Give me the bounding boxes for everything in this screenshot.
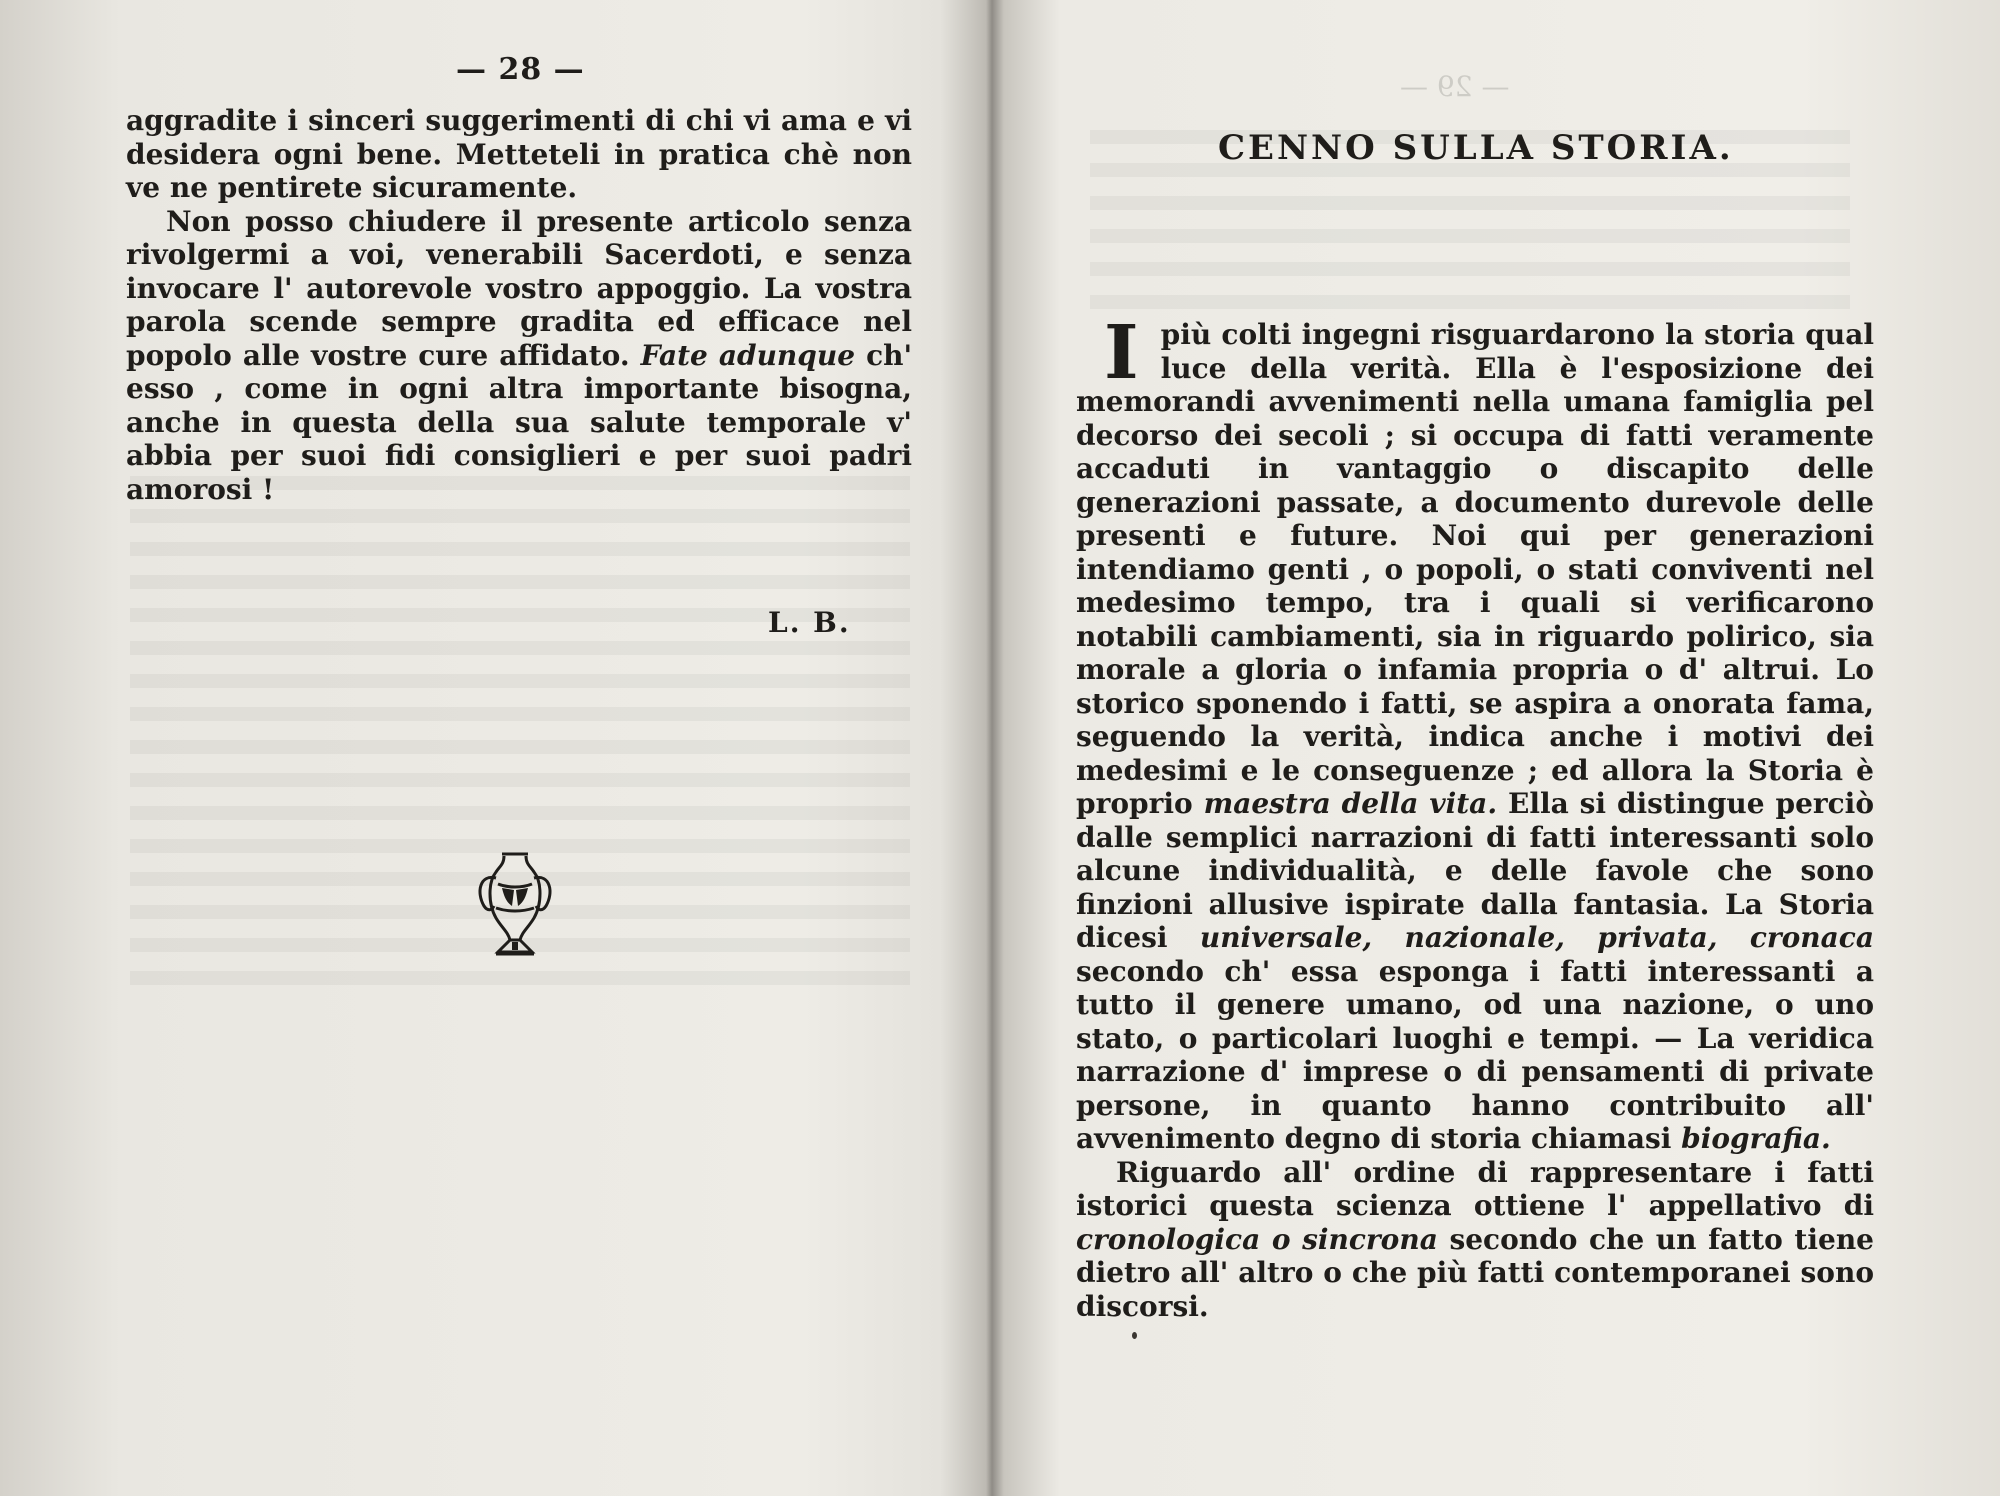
text-span: Non posso chiudere il presente articolo senza rivolgermi a voi, venerabili Sacerdoti, e senza invocare l' autorevole vostro appoggio. La vostra parola scende sempre gradita ed efficace nel popolo alle vostre cure affidato. (126, 204, 912, 372)
paragraph: aggradite i sinceri suggerimenti di chi vi ama e vi desidera ogni bene. Metteteli in pratica chè non ve ne pentirete sicuramente. (126, 104, 912, 204)
paragraph (126, 205, 912, 507)
italic-text: maestra della vita. (1203, 787, 1498, 820)
vase-ornament-icon (474, 848, 556, 960)
text-span: secondo che un fatto tiene dietro all' altro o che più fatti contemporanei sono discorsi. (1076, 1222, 1874, 1323)
text-span: ch' esso , come in ogni altra importante bisogna, anche in questa della sua salute temporale v' abbia per suoi fidi consiglieri e per suoi padri amorosi ! (126, 338, 913, 506)
right-page-text (1076, 310, 1874, 1323)
section-title: CENNO SULLA STORIA. (1218, 128, 1734, 168)
page-number: — 28 — (456, 52, 585, 87)
text-span: Riguardo all' ordine di rappresentare i fatti istorici questa scienza ottiene l' appellativo di (1076, 1155, 1874, 1222)
text-span: Ella si distingue perciò dalle semplici narrazioni di fatti interessanti solo alcune individualità, e delle favole che sono finzioni allusive ispirate dalla fantasia. La Storia dicesi (1076, 787, 1874, 954)
paragraph (1076, 1156, 1874, 1324)
text-span: più colti ingegni risguardarono la storia qual luce della verità. Ella è l'esposizione dei memorandi avvenimenti nella umana famiglia pel decorso dei secoli ; si occupa di fatti veramente accaduti in vantaggio o discapito delle generazioni passate, a documento durevole delle presenti e future. Noi qui per generazioni intendiamo genti , o popoli, o stati conviventi nel medesimo tempo, tra i quali si verificarono notabili cambiamenti, sia in riguardo polirico, sia morale a gloria o infamia propria o d' altrui. Lo storico sponendo i fatti, se aspira a onorata fama, seguendo la verità, indica anche i motivi dei medesimi e le conseguenze ; ed allora la Storia è proprio (1076, 318, 1874, 820)
left-page-text (126, 104, 912, 506)
italic-text: biografia. (1681, 1122, 1831, 1155)
page-number-showthrough: — 29 — (1400, 70, 1510, 103)
author-signature: L. B. (768, 606, 851, 639)
italic-text: universale, nazionale, privata, cronaca (1199, 921, 1874, 954)
italic-text: cronologica o sincrona (1076, 1222, 1438, 1256)
ink-speck (1132, 1332, 1137, 1339)
left-page (0, 0, 982, 1496)
paragraph (1076, 310, 1874, 1156)
drop-cap: I (1104, 310, 1139, 396)
text-span: secondo ch' essa esponga i fatti interessanti a tutto il genere umano, od una nazione, o uno stato, o particolari luoghi e tempi. — La veridica narrazione d' imprese o di pensamenti di private persone, in quanto hanno contribuito all' avvenimento degno di storia chiamasi (1076, 954, 1874, 1155)
italic-text: Fate adunque (640, 338, 856, 372)
